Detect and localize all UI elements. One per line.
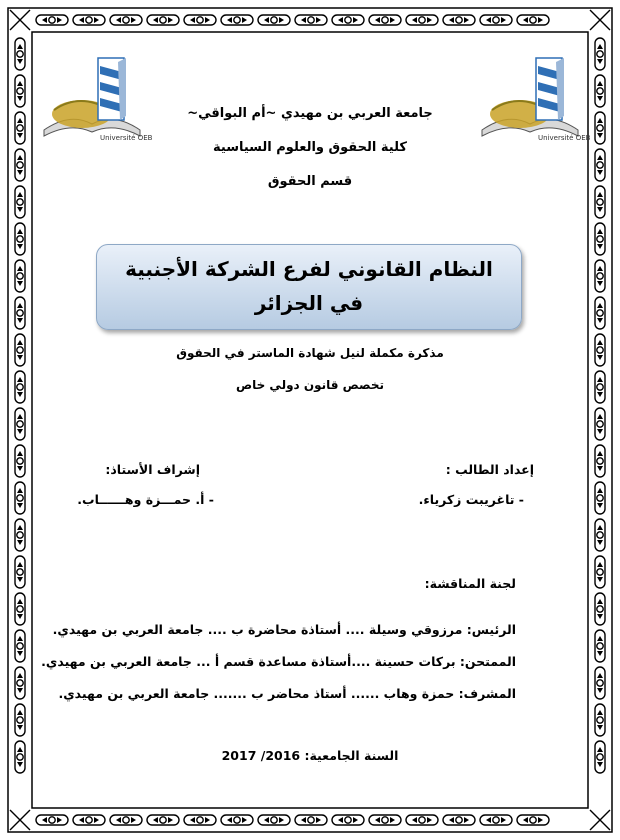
thesis-subtitle: مذكرة مكملة لنيل شهادة الماستر في الحقوق [176, 346, 444, 360]
logo-caption-right: Université OEB [538, 134, 591, 142]
student-label: إعداد الطالب : [445, 462, 534, 477]
university-name: جامعة العربي بن مهيدي ~أم البواقي~ [187, 106, 433, 121]
supervisor-label: إشراف الأستاذ: [105, 462, 200, 477]
university-logo-right [478, 52, 591, 144]
department-name: قسم الحقوق [267, 174, 353, 189]
committee-member: المشرف: حمزة وهاب ...... أستاذ محاضر ب ....... جامعة العربي بن مهيدي. [58, 686, 516, 701]
committee-heading: لجنة المناقشة: [424, 576, 516, 591]
committee-member: الرئيس: مرزوقي وسيلة .... أستاذة محاضرة ب .... جامعة العربي بن مهيدي. [52, 622, 516, 637]
thesis-title-box [96, 244, 522, 330]
specialization: تخصص قانون دولي خاص [235, 378, 385, 392]
committee-member: الممتحن: بركات حسينة ....أستاذة مساعدة قسم أ ... جامعة العربي بن مهيدي. [41, 654, 516, 669]
logo-caption-left: Université OEB [100, 134, 153, 142]
university-logo-left [40, 52, 153, 144]
academic-year: السنة الجامعية: 2016/ 2017 [221, 748, 399, 763]
faculty-name: كلية الحقوق والعلوم السياسية [213, 140, 407, 155]
student-name: - تاغريبت زكرياء. [418, 492, 524, 507]
thesis-title-line1: النظام القانوني لفرع الشركة الأجنبية [125, 257, 493, 281]
thesis-title-line2: في الجزائر [254, 291, 364, 315]
supervisor-name: - أ. حمـــزة وهــــــاب. [77, 492, 214, 507]
